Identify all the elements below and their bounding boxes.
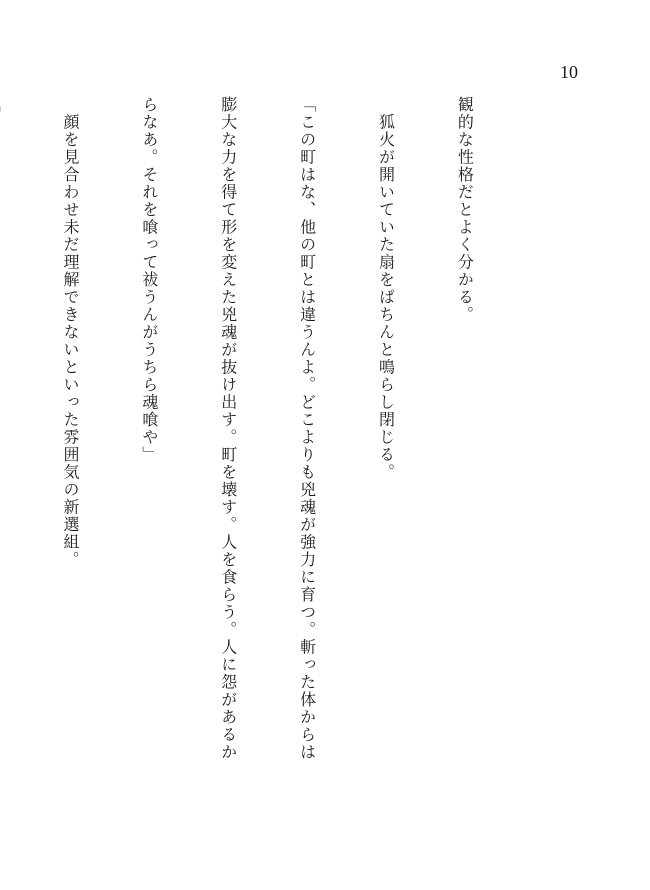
text-line: 「この町はな、他の町とは違うんよ。どこよりも兇魂が強力に育つ。斬った体からは [297,96,317,761]
page-number: 10 [560,62,578,82]
text-line: 観的な性格だとよく分かる。 [455,96,475,324]
text-line: 膨大な力を得て形を変えた兇魂が抜け出す。町を壊す。人を食らう。人に怨があるか [218,96,238,761]
text-line: 顔を見合わせ未だ理解できないといった雰囲気の新選組。 [60,96,80,569]
body-text [60,96,530,856]
text-line [0,96,4,856]
text-line: 狐火が開いていた扇をぱちんと鳴らし閉じる。 [376,96,396,481]
text-line: らなあ。それを喰って祓うんがうちら魂喰や」 [139,96,159,464]
